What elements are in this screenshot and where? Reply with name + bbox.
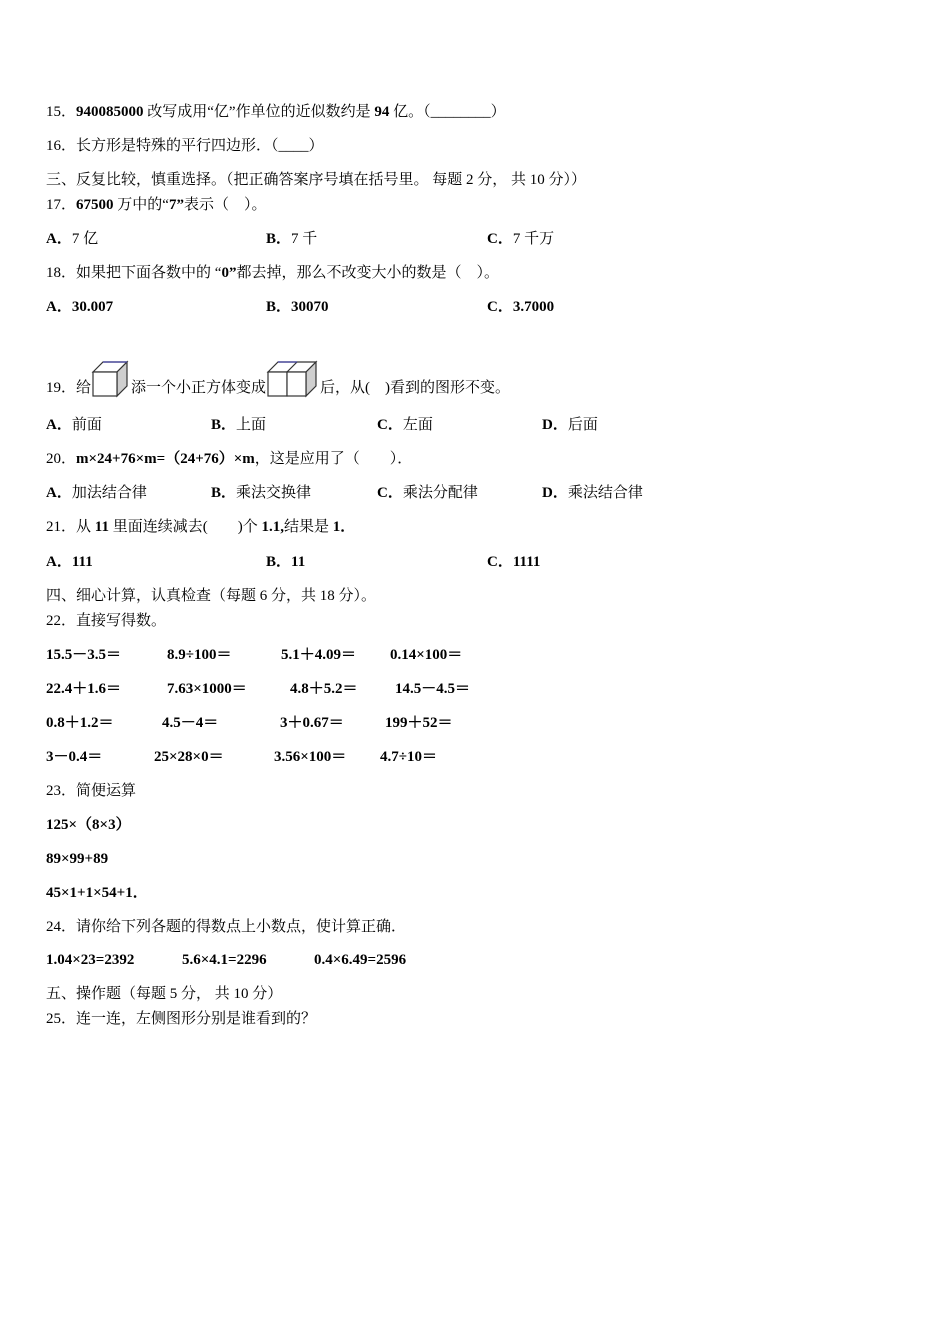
question-21 (46, 518, 355, 536)
calc-item: 0.8＋1.2＝ (46, 715, 114, 731)
option-value: 上面 (236, 417, 267, 433)
q23-text: 简便运算 (76, 783, 137, 799)
calc-item: 3＋0.67＝ (280, 715, 344, 731)
question-number: 18． (46, 265, 77, 281)
q19-option-c[interactable] (377, 416, 433, 434)
calc-item: 4.5－4＝ (162, 715, 219, 731)
q21-text-c: 里面连续减去( )个 (108, 519, 262, 535)
question-number: 15． (46, 104, 77, 120)
simplify-item: 125×（8×3） (46, 817, 131, 833)
option-label: A． (46, 299, 72, 315)
calc-item: 4.7÷10＝ (380, 749, 437, 765)
question-number: 16． (46, 138, 77, 154)
option-value: 111 (71, 554, 93, 570)
section-3-title: 三、反复比较，慎重选择。（把正确答案序号填在括号里。 每题 2 分， 共 10 分）） (46, 172, 587, 188)
option-label: A． (46, 417, 72, 433)
calc-item: 15.5－3.5＝ (46, 647, 122, 663)
option-label: B． (211, 485, 237, 501)
question-25 (46, 1010, 316, 1028)
simplify-item: 89×99+89 (46, 851, 109, 867)
q17-option-c[interactable] (487, 230, 554, 248)
calc-item: 25×28×0＝ (154, 749, 224, 765)
q15-value: 94 (374, 104, 390, 120)
q21-text-e: 结果是 (283, 519, 333, 535)
q22-text: 直接写得数。 (76, 613, 167, 629)
calc-item: 14.5－4.5＝ (395, 681, 471, 697)
q17-number: 67500 (76, 197, 114, 213)
q18-text-end: 都去掉，那么不改变大小的数是（ ）。 (236, 265, 499, 281)
question-24 (46, 918, 406, 936)
option-value: 11 (291, 554, 306, 570)
option-value: 乘法交换律 (236, 485, 312, 501)
q20-option-d[interactable] (542, 484, 643, 502)
decimal-item: 5.6×4.1=2296 (182, 952, 267, 968)
q21-option-a[interactable] (46, 553, 93, 571)
option-value: 7 千 (291, 231, 318, 247)
question-15 (46, 103, 506, 121)
q19-option-a[interactable] (46, 416, 102, 434)
simplify-item: 45×1+1×54+1． (46, 885, 148, 901)
q24-text: 请你给下列各题的得数点上小数点，使计算正确． (76, 919, 407, 935)
q15-blank: 亿。（________） (389, 104, 506, 120)
q21-text-a: 从 (76, 519, 95, 535)
option-value: 7 亿 (71, 231, 99, 247)
q17-digit: 7” (168, 197, 184, 213)
q19-text-c: 后，从( )看到的图形不变。 (320, 380, 511, 396)
option-value: 左面 (402, 417, 433, 433)
section-4-title: 四、细心计算，认真检查（每题 6 分，共 18 分）。 (46, 588, 377, 604)
question-20 (46, 450, 412, 468)
question-19 (46, 358, 510, 403)
calc-item: 199＋52＝ (385, 715, 453, 731)
q18-option-a[interactable] (46, 298, 113, 316)
decimal-item: 1.04×23=2392 (46, 952, 135, 968)
question-17 (46, 196, 266, 214)
option-label: B． (266, 299, 292, 315)
question-18 (46, 264, 499, 282)
option-label: C． (487, 231, 513, 247)
option-label: C． (487, 299, 513, 315)
option-value: 30.007 (71, 299, 114, 315)
calc-item: 5.1＋4.09＝ (281, 647, 357, 663)
option-value: 加法结合律 (71, 485, 147, 501)
calc-item: 4.8＋5.2＝ (290, 681, 358, 697)
q20-text: ，这是应用了（ ）． (254, 451, 413, 467)
single-cube-icon (91, 358, 131, 403)
q20-expression: m×24+76×m=（24+76）×m (76, 451, 255, 467)
option-value: 7 千万 (512, 231, 555, 247)
decimal-item: 0.4×6.49=2596 (314, 952, 407, 968)
option-label: A． (46, 485, 72, 501)
option-label: D． (542, 485, 568, 501)
double-cube-icon (266, 358, 320, 403)
option-value: 乘法分配律 (402, 485, 478, 501)
question-number: 17． (46, 197, 77, 213)
question-23 (46, 782, 136, 800)
option-value: 30070 (291, 299, 329, 315)
q18-option-b[interactable] (266, 298, 329, 316)
calc-item: 22.4＋1.6＝ (46, 681, 122, 697)
q16-text: 长方形是特殊的平行四边形．（____） (76, 138, 324, 154)
q21-option-b[interactable] (266, 553, 305, 571)
option-value: 乘法结合律 (567, 485, 643, 501)
q18-zero: 0” (221, 265, 237, 281)
q15-number: 940085000 (76, 104, 144, 120)
option-label: D． (542, 417, 568, 433)
question-number: 24． (46, 919, 77, 935)
q15-text: 改写成用“亿”作单位的近似数约是 (143, 104, 375, 120)
q21-result: 1． (332, 519, 356, 535)
option-label: B． (266, 554, 292, 570)
option-value: 1111 (512, 554, 541, 570)
option-label: C． (487, 554, 513, 570)
q21-option-c[interactable] (487, 553, 540, 571)
q18-option-c[interactable] (487, 298, 554, 316)
calc-item: 3.56×100＝ (274, 749, 347, 765)
question-number: 23． (46, 783, 77, 799)
calc-item: 7.63×1000＝ (167, 681, 247, 697)
question-number: 20． (46, 451, 77, 467)
q17-text-end: 表示（ ）。 (183, 197, 267, 213)
question-16 (46, 137, 324, 155)
q19-option-d[interactable] (542, 416, 598, 434)
q17-option-a[interactable] (46, 230, 98, 248)
calc-item: 8.9÷100＝ (167, 647, 232, 663)
question-number: 25． (46, 1011, 77, 1027)
q19-option-b[interactable] (211, 416, 266, 434)
option-label: A． (46, 231, 72, 247)
option-value: 前面 (71, 417, 102, 433)
question-22 (46, 612, 166, 630)
q25-text: 连一连，左侧图形分别是谁看到的？ (76, 1011, 317, 1027)
q20-option-c[interactable] (377, 484, 478, 502)
q21-decimal: 1.1, (261, 519, 284, 535)
calc-item: 3－0.4＝ (46, 749, 103, 765)
q21-number: 11 (94, 519, 109, 535)
option-label: B． (266, 231, 292, 247)
option-label: B． (211, 417, 237, 433)
section-5-title: 五、操作题（每题 5 分， 共 10 分） (46, 986, 283, 1002)
question-number: 19． (46, 380, 77, 396)
option-label: C． (377, 417, 403, 433)
q20-option-a[interactable] (46, 484, 147, 502)
option-label: A． (46, 554, 72, 570)
question-number: 21． (46, 519, 77, 535)
q19-text-a: 给 (76, 380, 92, 396)
q17-option-b[interactable] (266, 230, 317, 248)
q19-text-b: 添一个小正方体变成 (131, 380, 267, 396)
option-value: 3.7000 (512, 299, 555, 315)
q20-option-b[interactable] (211, 484, 311, 502)
calc-item: 0.14×100＝ (390, 647, 463, 663)
q17-text: 万中的“ (113, 197, 169, 213)
question-number: 22． (46, 613, 77, 629)
q18-text: 如果把下面各数中的 “ (76, 265, 222, 281)
option-value: 后面 (567, 417, 598, 433)
option-label: C． (377, 485, 403, 501)
